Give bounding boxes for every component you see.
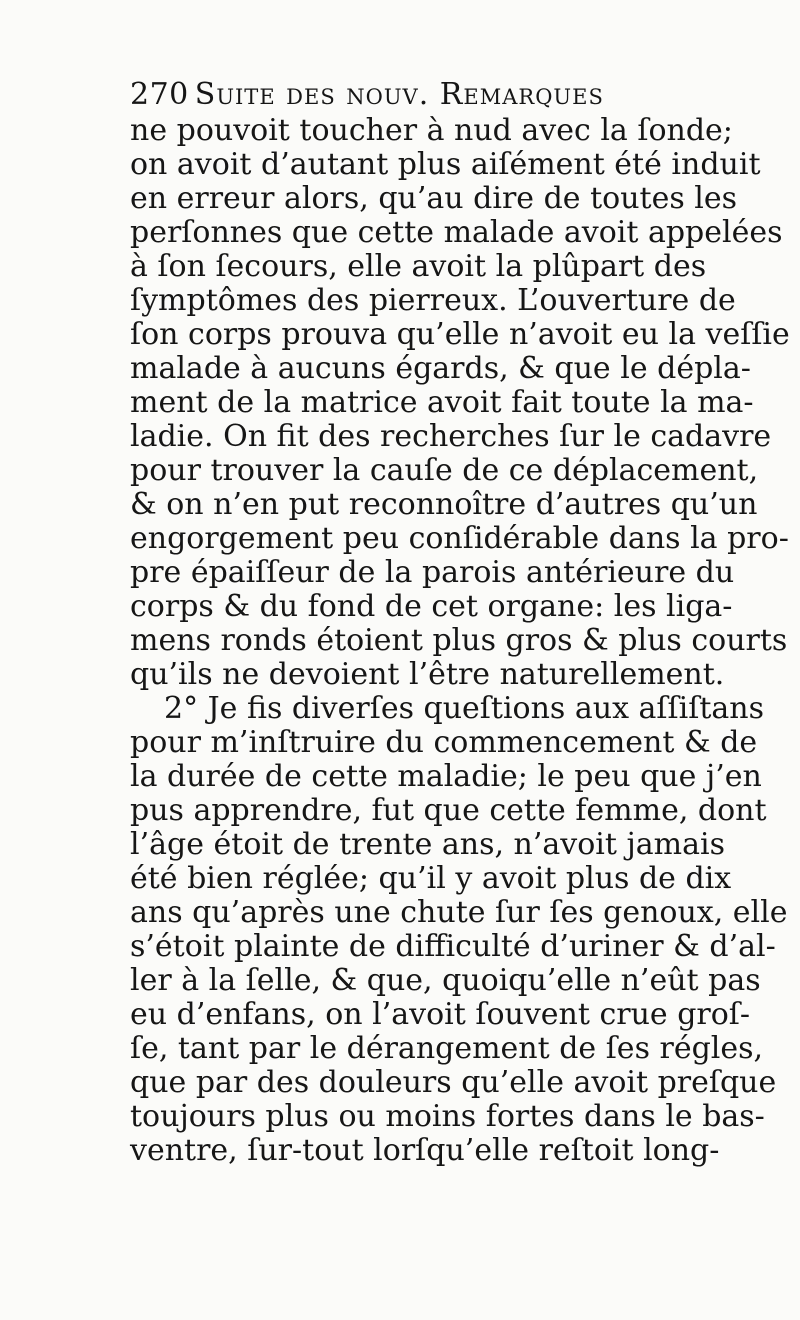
text-line: toujours plus ou moins fortes dans le bas- [130, 1099, 765, 1134]
text-line: perſonnes que cette malade avoit appelées [130, 215, 783, 250]
text-line: engorgement peu conſidérable dans la pro- [130, 521, 789, 556]
text-line: s’étoit plainte de difficulté d’uriner & d’al- [130, 929, 776, 964]
text-line: corps & du fond de cet organe: les liga- [130, 589, 733, 624]
text-line: en erreur alors, qu’au dire de toutes les [130, 181, 738, 216]
text-line: mens ronds étoient plus gros & plus courts [130, 623, 788, 658]
text-line: ſe, tant par le dérangement de ſes régles, [130, 1031, 764, 1066]
text-line: ladie. On fit des recherches ſur le cadavre [130, 419, 772, 454]
text-line: à ſon ſecours, elle avoit la plûpart des [130, 249, 707, 284]
running-header [130, 76, 670, 114]
text-line: été bien réglée; qu’il y avoit plus de dix [130, 861, 732, 896]
text-line: pre épaiſſeur de la parois antérieure du [130, 555, 735, 590]
text-line: ler à la ſelle, & que, quoiqu’elle n’eût pas [130, 963, 761, 998]
text-line: ans qu’après une chute ſur ſes genoux, elle [130, 895, 788, 930]
text-line: ne pouvoit toucher à nud avec la ſonde; [130, 113, 733, 148]
text-line: pour trouver la cauſe de ce déplacement, [130, 453, 759, 488]
text-line: eu d’enfans, on l’avoit ſouvent crue groſ- [130, 997, 751, 1032]
running-title: Suite des nouv. Remarques [194, 77, 604, 112]
text-line: pus apprendre, fut que cette femme, dont [130, 793, 767, 828]
text-line: pour m’inſtruire du commencement & de [130, 725, 758, 760]
text-line: que par des douleurs qu’elle avoit preſque [130, 1065, 777, 1100]
text-line: l’âge étoit de trente ans, n’avoit jamais [130, 827, 726, 862]
page-number: 270 [130, 77, 189, 112]
paragraph-start-line: 2° Je fis diverſes queſtions aux aſſiſtans [164, 691, 764, 726]
text-line: ment de la matrice avoit fait toute la ma- [130, 385, 754, 420]
text-line: malade à aucuns égards, & que le dépla- [130, 351, 751, 386]
paragraph-end-line: qu’ils ne devoient l’être naturellement. [130, 657, 725, 692]
text-line: on avoit d’autant plus aiſément été induit [130, 147, 761, 182]
page-text-block [130, 76, 790, 1168]
text-line: & on n’en put reconnoître d’autres qu’un [130, 487, 758, 522]
text-line: ventre, ſur-tout lorſqu’elle reſtoit long- [130, 1133, 720, 1168]
text-line: ſon corps prouva qu’elle n’avoit eu la veſſie [130, 317, 790, 352]
text-line: la durée de cette maladie; le peu que j’en [130, 759, 762, 794]
text-line: ſymptômes des pierreux. L’ouverture de [130, 283, 736, 318]
